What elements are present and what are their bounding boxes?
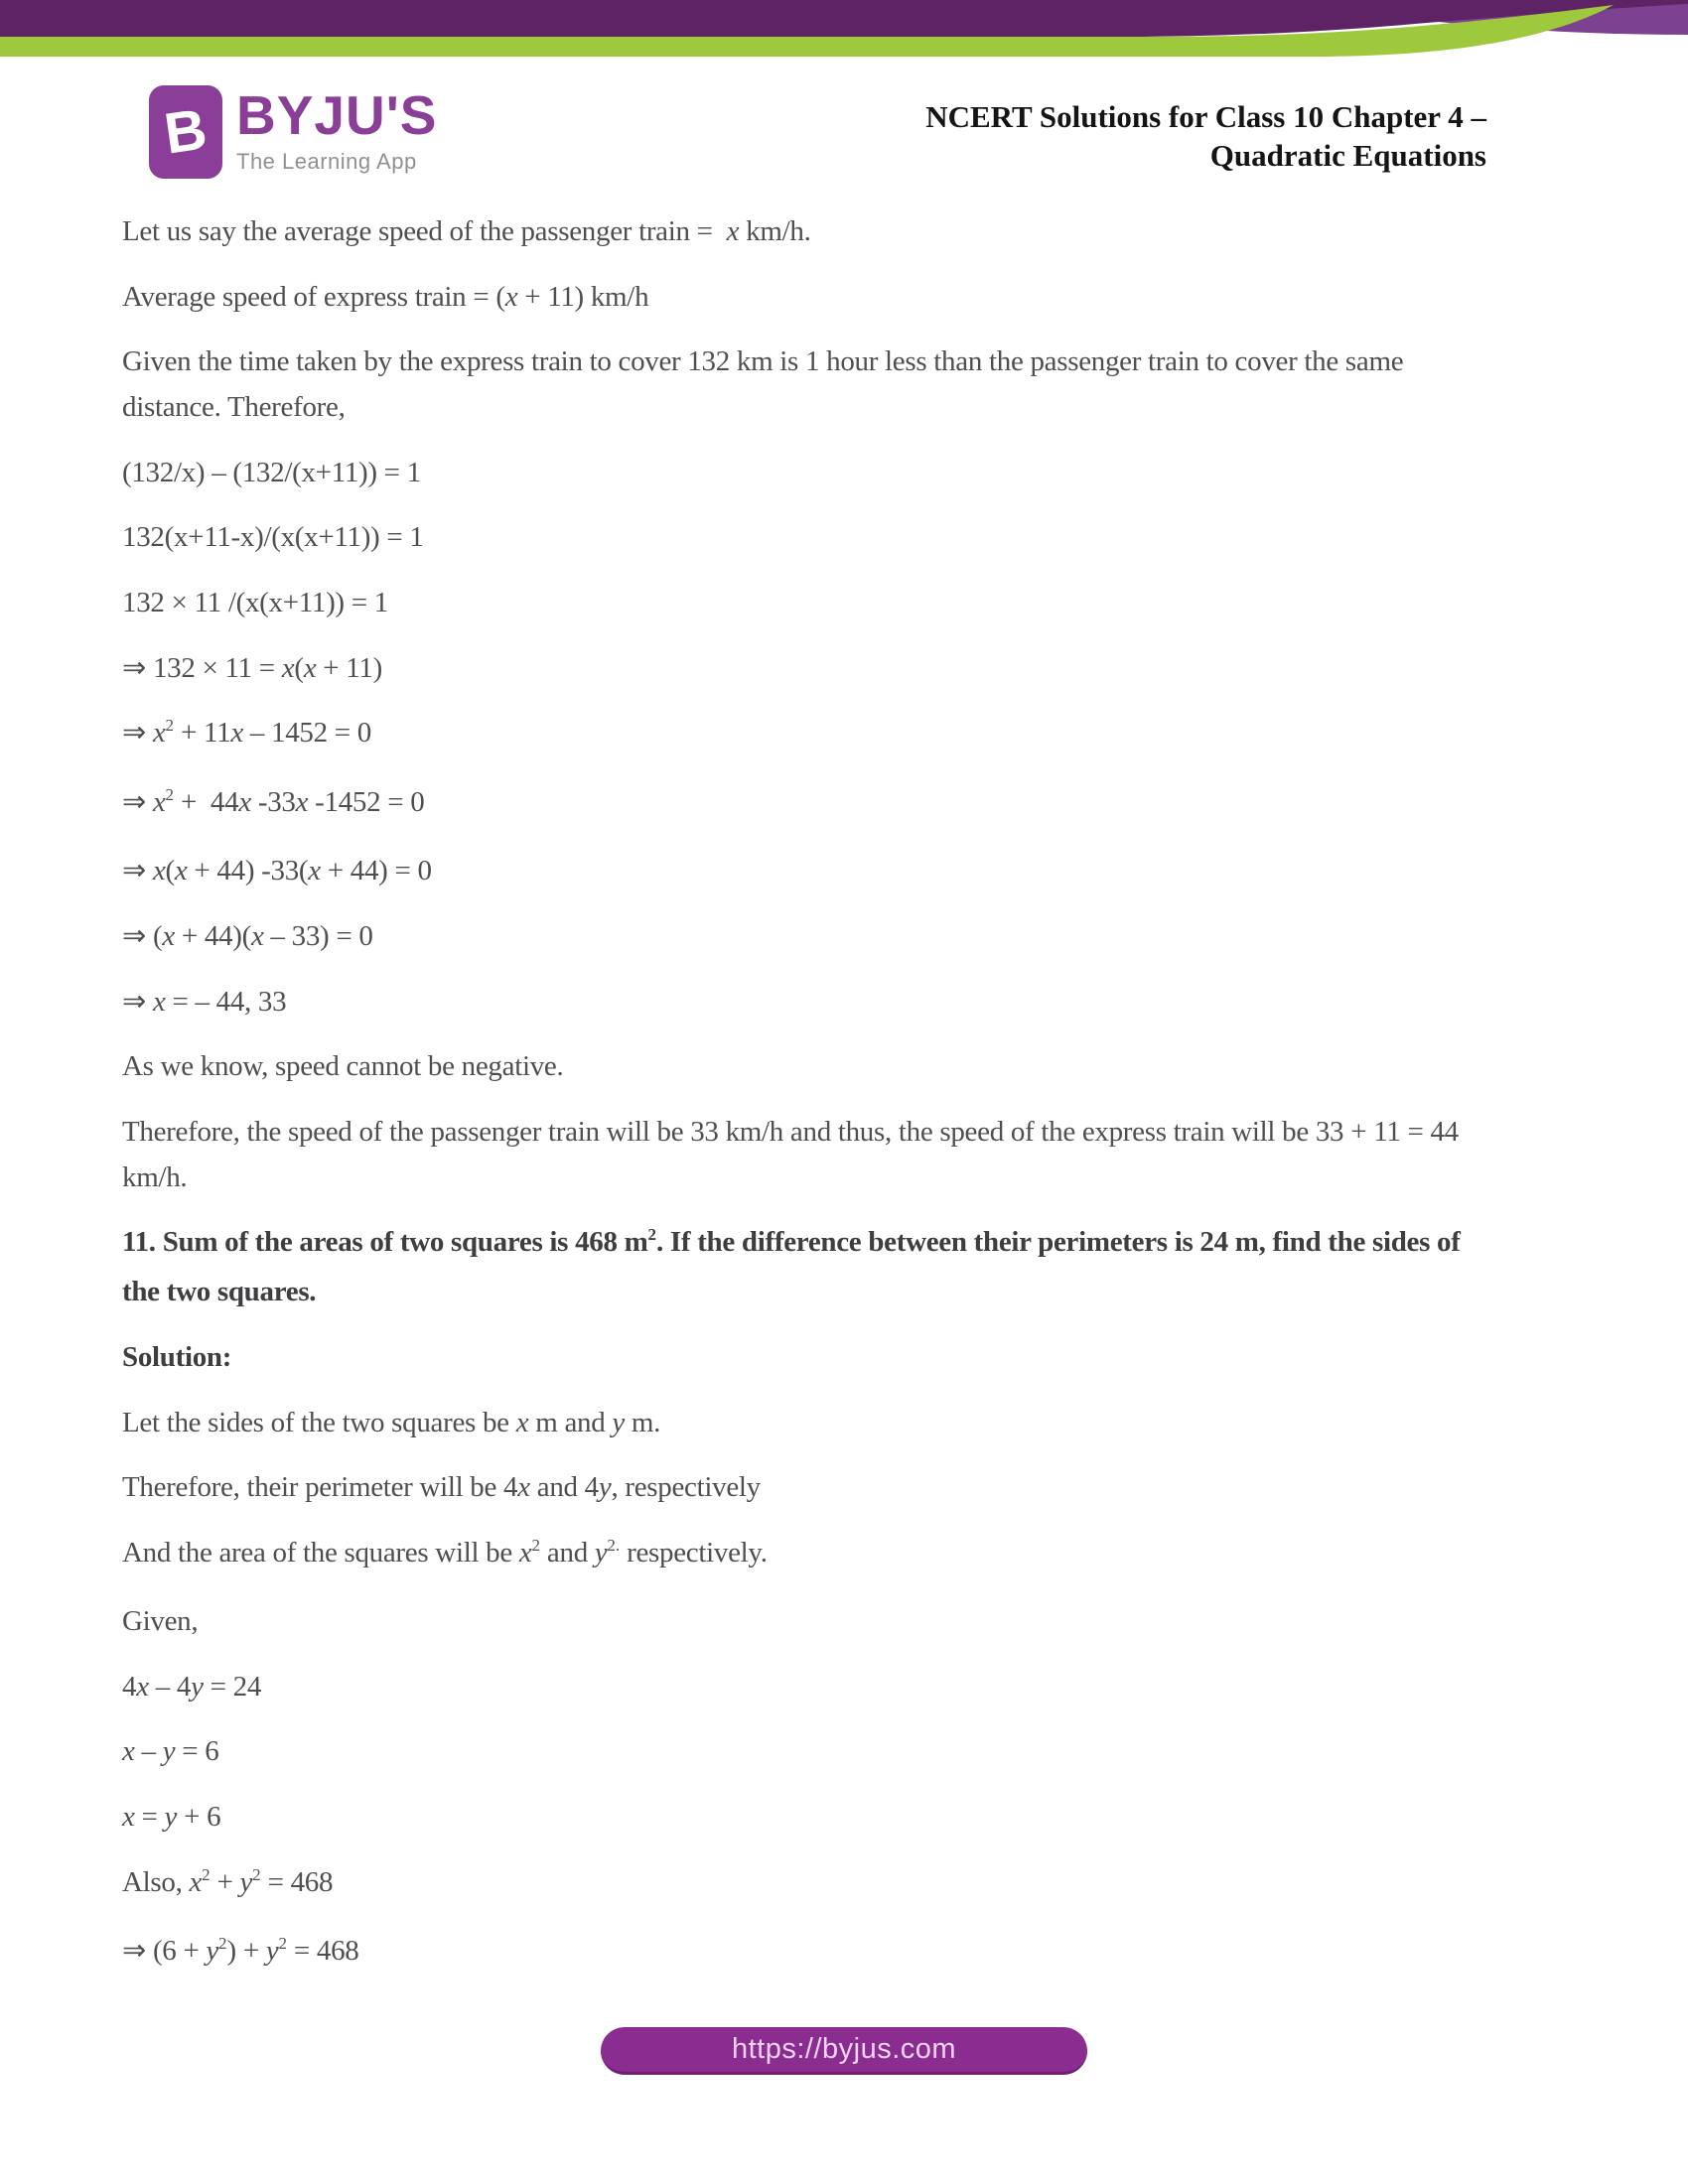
body-paragraph <box>122 339 1602 430</box>
body-paragraph <box>122 1928 1602 1978</box>
body-paragraph <box>122 580 1602 625</box>
body-paragraph <box>122 779 1602 829</box>
text-line: ⇒ $x^2 + 44x$ -33x -1452 = 0 <box>122 784 425 818</box>
text-line: Solution: <box>122 1340 232 1373</box>
body-paragraph <box>122 710 1602 759</box>
text-line: And the area of the squares will be $x^2$ and $y^{2.}$ respectively. <box>122 1535 768 1569</box>
body-paragraph <box>122 1859 1602 1909</box>
body-paragraph <box>122 1664 1602 1709</box>
text-line: Therefore, the speed of the passenger train will be 33 km/h and thus, the speed of the express train will be 33 + 11 = 44 <box>122 1115 1459 1148</box>
body-paragraph <box>122 1728 1602 1774</box>
text-line: (132/x) – (132/(x+11)) = 1 <box>122 456 421 488</box>
body-paragraph-bold <box>122 1219 1602 1314</box>
text-line: Given the time taken by the express train to cover 132 km is 1 hour less than the passenger train to cover the same <box>122 345 1404 378</box>
text-line: the two squares. <box>122 1276 317 1308</box>
page-title-line-2: Quadratic Equations <box>1209 138 1486 173</box>
body-paragraph <box>122 1109 1602 1200</box>
text-line: ⇒ $x^2 + 11x - 1452 = 0$ <box>122 716 371 750</box>
text-line: distance. Therefore, <box>122 391 346 424</box>
body-paragraph <box>122 208 1602 254</box>
body-paragraph <box>122 450 1602 495</box>
page-title-line-1: NCERT Solutions for Class 10 Chapter 4 – <box>925 99 1486 134</box>
body-paragraph <box>122 1794 1602 1840</box>
body-paragraph <box>122 913 1602 959</box>
body-paragraph <box>122 1598 1602 1644</box>
body-paragraph <box>122 1400 1602 1445</box>
byjus-tagline: The Learning App <box>236 149 417 174</box>
body-paragraph <box>122 514 1602 560</box>
byjus-b-icon: B <box>160 96 211 167</box>
body-paragraph <box>122 274 1602 320</box>
text-line: ⇒ 132 × 11 = x(x + 11) <box>122 651 382 684</box>
text-line: Let the sides of the two squares be x m and y m. <box>122 1406 661 1438</box>
byjus-logo <box>149 85 437 179</box>
text-line: ⇒ x(x + 44) -33(x + 44) = 0 <box>122 855 432 887</box>
body-paragraph <box>122 645 1602 691</box>
footer-url-pill[interactable] <box>601 2027 1087 2075</box>
body-paragraph <box>122 1043 1602 1089</box>
page-title <box>925 97 1486 175</box>
text-line: 11. Sum of the areas of two squares is 468 $m^2$. If the difference between their perimeters is 24 m, find the sides of <box>122 1225 1461 1259</box>
text-line: Let us say the average speed of the passenger train = x km/h. <box>122 215 811 247</box>
footer-url-text: https://byjus.com <box>731 2033 957 2065</box>
body-paragraph <box>122 1464 1602 1510</box>
text-line: x = y + 6 <box>122 1801 221 1834</box>
document-body <box>122 208 1602 1997</box>
body-paragraph <box>122 1530 1602 1579</box>
text-line: 4x – 4y = 24 <box>122 1670 262 1703</box>
text-line: 132(x+11-x)/(x(x+11)) = 1 <box>122 521 424 554</box>
text-line: ⇒ $(6 + y^2) + y^2 = 468$ <box>122 1934 359 1968</box>
text-line: ⇒ (x + 44)(x – 33) = 0 <box>122 919 373 952</box>
body-paragraph-bold <box>122 1334 1602 1380</box>
text-line: 132 × 11 /(x(x+11)) = 1 <box>122 586 388 618</box>
text-line: ⇒ x = – 44, 33 <box>122 985 287 1018</box>
text-line: Average speed of express train = (x + 11) km/h <box>122 280 649 313</box>
body-paragraph <box>122 848 1602 893</box>
text-line: As we know, speed cannot be negative. <box>122 1050 564 1083</box>
text-line: x – y = 6 <box>122 1735 219 1768</box>
body-paragraph <box>122 979 1602 1024</box>
byjus-brand-text: BYJU'S <box>236 84 438 146</box>
text-line: km/h. <box>122 1160 188 1193</box>
text-line: Therefore, their perimeter will be 4x and 4y, respectively <box>122 1471 761 1504</box>
text-line: Given, <box>122 1605 199 1638</box>
text-line: Also, $x^2 + y^2 = 468$ <box>122 1864 334 1898</box>
byjus-logo-badge <box>149 85 222 179</box>
